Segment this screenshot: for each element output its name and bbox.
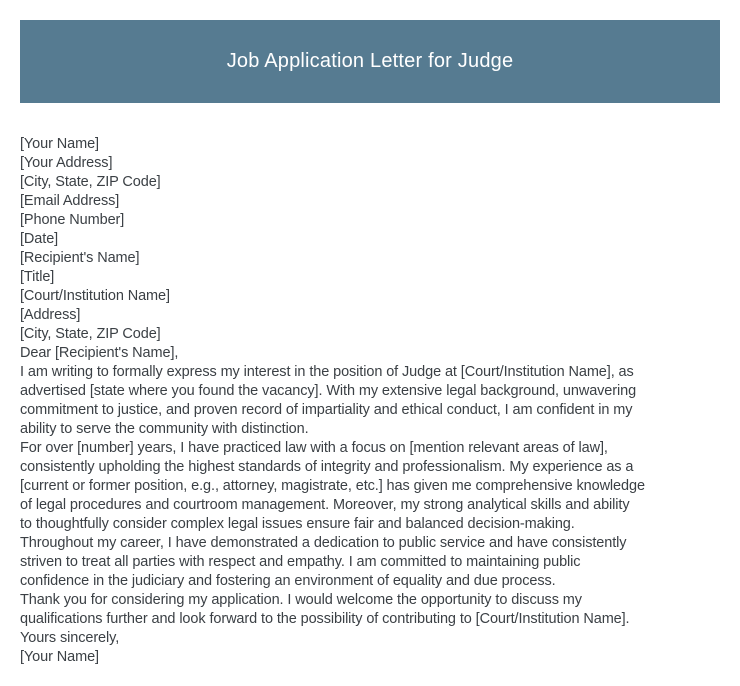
- sender-address-block: [20, 135, 730, 249]
- recipient-address-block: [20, 249, 730, 344]
- recipient-address-line: [Address]: [20, 307, 81, 323]
- paragraph-line: ability to serve the community with distinction.: [20, 421, 309, 437]
- recipient-address-line: [Title]: [20, 269, 55, 285]
- paragraph-line: qualifications further and look forward to the possibility of contributing to [Court/Institution Name].: [20, 611, 630, 627]
- paragraph-line: of legal procedures and courtroom management. Moreover, my strong analytical skills and ability: [20, 497, 630, 513]
- sender-address-line: [Date]: [20, 231, 59, 247]
- paragraph-line: commitment to justice, and proven record of impartiality and ethical conduct, I am confident in my: [20, 402, 633, 418]
- letter-body: [20, 135, 730, 667]
- sender-address-line: [Email Address]: [20, 193, 120, 209]
- paragraph-line: Thank you for considering my application. I would welcome the opportunity to discuss my: [20, 592, 582, 608]
- sender-address-line: [Phone Number]: [20, 212, 125, 228]
- paragraph-line: to thoughtfully consider complex legal issues ensure fair and balanced decision-making.: [20, 516, 575, 532]
- paragraph-line: consistently upholding the highest standards of integrity and professionalism. My experience as a: [20, 459, 634, 475]
- paragraph-line: striven to treat all parties with respect and empathy. I am committed to maintaining public: [20, 554, 581, 570]
- signature: [Your Name]: [20, 649, 99, 665]
- page-title: Job Application Letter for Judge: [226, 50, 514, 72]
- paragraph-3: [20, 534, 730, 591]
- recipient-address-line: [Court/Institution Name]: [20, 288, 170, 304]
- sender-address-line: [Your Address]: [20, 155, 113, 171]
- paragraph-line: I am writing to formally express my interest in the position of Judge at [Court/Institution Name], as: [20, 364, 634, 380]
- paragraph-line: [current or former position, e.g., attorney, magistrate, etc.] has given me comprehensive knowledge: [20, 478, 645, 494]
- paragraph-line: Throughout my career, I have demonstrated a dedication to public service and have consistently: [20, 535, 627, 551]
- paragraph-line: For over [number] years, I have practiced law with a focus on [mention relevant areas of law],: [20, 440, 608, 456]
- closing: Yours sincerely,: [20, 630, 120, 646]
- paragraph-4: [20, 591, 730, 629]
- title-banner: [20, 20, 720, 103]
- paragraph-line: confidence in the judiciary and fostering an environment of equality and due process.: [20, 573, 556, 589]
- salutation: Dear [Recipient's Name],: [20, 345, 179, 361]
- recipient-address-line: [City, State, ZIP Code]: [20, 326, 161, 342]
- recipient-address-line: [Recipient's Name]: [20, 250, 140, 266]
- sender-address-line: [City, State, ZIP Code]: [20, 174, 161, 190]
- paragraph-line: advertised [state where you found the vacancy]. With my extensive legal background, unwavering: [20, 383, 637, 399]
- paragraph-1: [20, 363, 730, 439]
- sender-address-line: [Your Name]: [20, 136, 99, 152]
- paragraph-2: [20, 439, 730, 534]
